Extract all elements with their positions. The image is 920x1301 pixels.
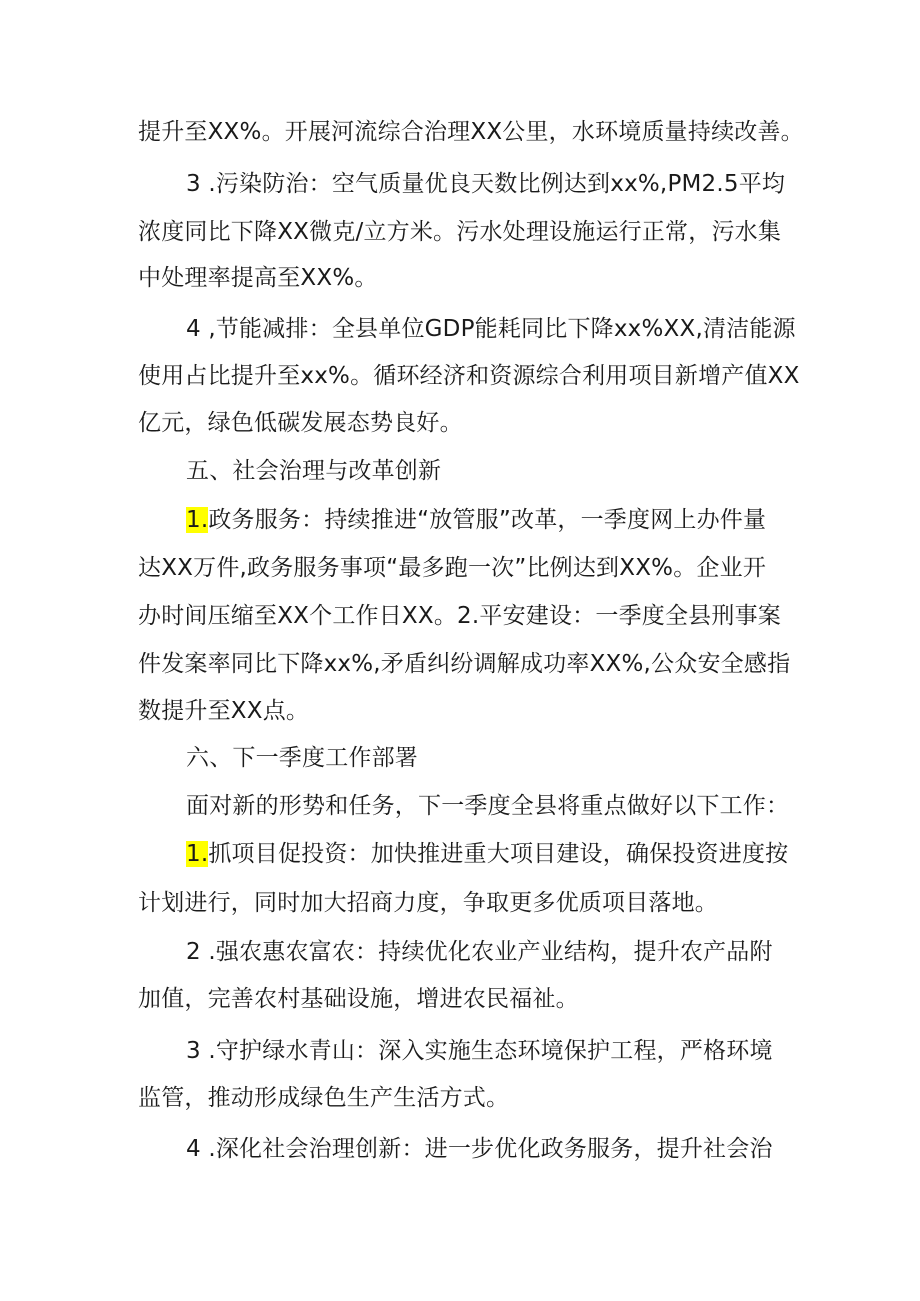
paragraph-line: 中处理率提高至XX%。 xyxy=(138,265,378,291)
highlighted-number: 1. xyxy=(186,507,209,533)
paragraph-line: 计划进行，同时加大招商力度，争取更多优质项目落地。 xyxy=(138,890,718,916)
paragraph-line: 监管，推动形成绿色生产生活方式。 xyxy=(138,1085,510,1111)
paragraph-line: 3 .污染防治：空气质量优良天数比例达到xx%,PM2.5平均 xyxy=(186,171,786,197)
paragraph-line: 面对新的形势和任务，下一季度全县将重点做好以下工作： xyxy=(186,793,790,819)
paragraph-text: 政务服务：持续推进“放管服”改革，一季度网上办件量 xyxy=(208,507,767,533)
paragraph-line: 加值，完善农村基础设施，增进农民福祉。 xyxy=(138,986,579,1012)
section-heading: 六、下一季度工作部署 xyxy=(186,745,418,771)
paragraph-line: 提升至XX%。开展河流综合治理XX公里，水环境质量持续改善。 xyxy=(138,119,804,145)
paragraph-line: 件发案率同比下降xx%,矛盾纠纷调解成功率XX%,公众安全感指 xyxy=(138,651,791,677)
paragraph-line: 4 .深化社会治理创新：进一步优化政务服务，提升社会治 xyxy=(186,1136,773,1162)
paragraph-line: 4 ,节能减排：全县单位GDP能耗同比下降xx%XX,清洁能源 xyxy=(186,316,796,342)
paragraph-line: 浓度同比下降XX微克/立方米。污水处理设施运行正常，污水集 xyxy=(138,219,782,245)
paragraph-line: 办时间压缩至XX个工作日XX。2.平安建设：一季度全县刑事案 xyxy=(138,603,781,629)
highlighted-number: 1. xyxy=(186,841,209,867)
paragraph-line: 3 .守护绿水青山：深入实施生态环境保护工程，严格环境 xyxy=(186,1038,773,1064)
paragraph-line xyxy=(186,839,788,869)
paragraph-line: 2 .强农惠农富农：持续优化农业产业结构，提升农产品附 xyxy=(186,939,773,965)
paragraph-line: 使用占比提升至xx%。循环经济和资源综合利用项目新增产值XX xyxy=(138,363,800,389)
paragraph-line: 亿元，绿色低碳发展态势良好。 xyxy=(138,410,463,436)
section-heading: 五、社会治理与改革创新 xyxy=(186,458,442,484)
paragraph-line xyxy=(186,505,766,535)
paragraph-line: 达XX万件,政务服务事项“最多跑一次”比例达到XX%。企业开 xyxy=(138,555,767,581)
paragraph-text: 抓项目促投资：加快推进重大项目建设，确保投资进度按 xyxy=(208,841,789,867)
paragraph-line: 数提升至XX点。 xyxy=(138,698,310,724)
